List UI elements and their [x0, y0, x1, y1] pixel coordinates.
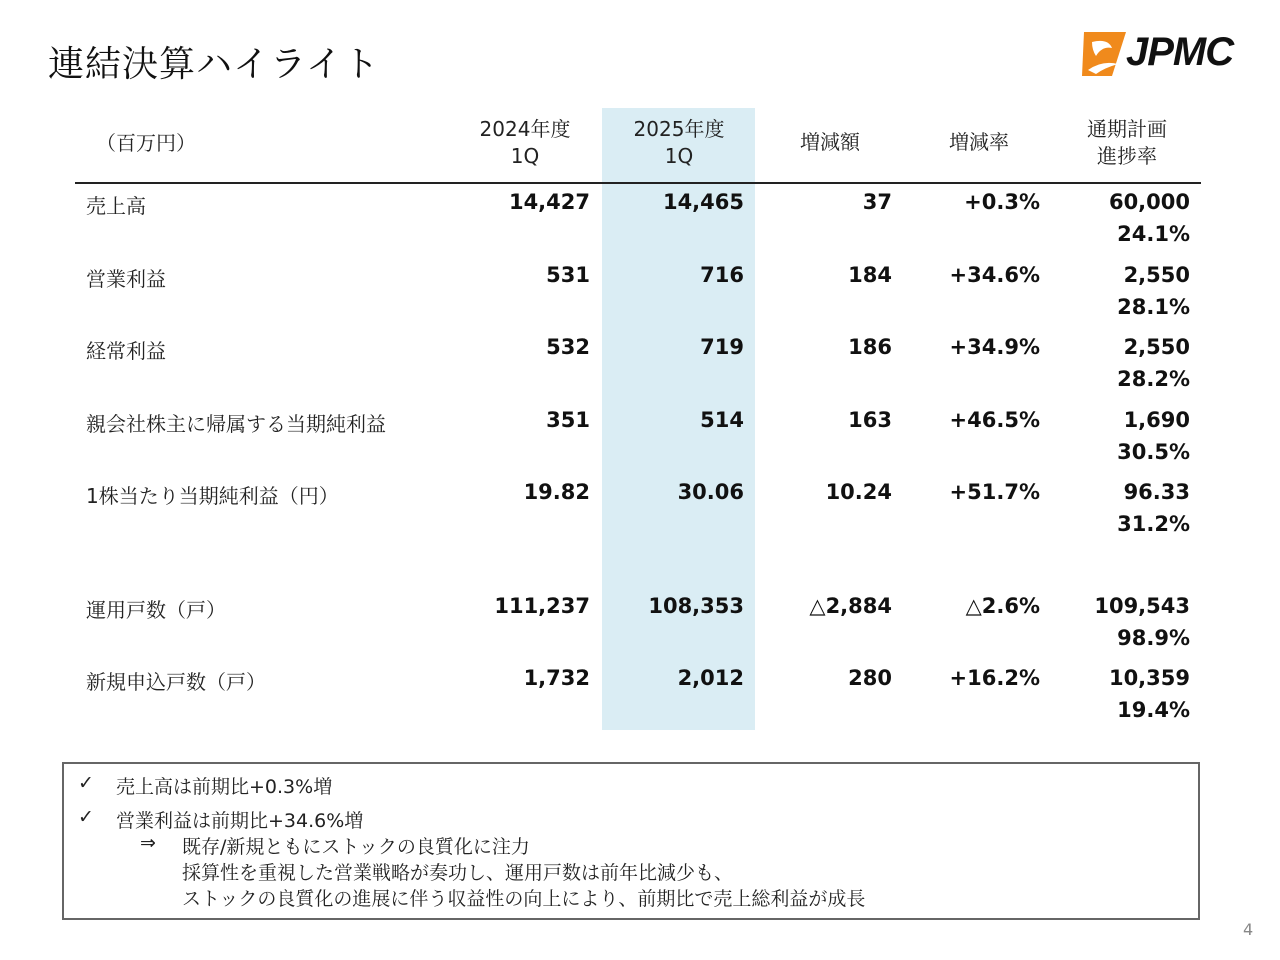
table-row	[0, 263, 1280, 333]
diff-value: 280	[848, 666, 892, 690]
prev-value: 14,427	[508, 190, 590, 214]
diff-value: 10.24	[825, 480, 892, 504]
header-divider	[75, 182, 1201, 184]
plan-value: 96.33	[1123, 480, 1190, 504]
check-icon: ✓	[78, 772, 94, 794]
plan-value: 2,550	[1123, 263, 1190, 287]
progress-value: 19.4%	[1117, 698, 1190, 722]
row-label: 営業利益	[86, 267, 166, 291]
row-label: 運用戸数（戸）	[86, 598, 226, 622]
header-rate: 増減率	[949, 130, 1009, 154]
unit-label: （百万円）	[96, 131, 196, 155]
logo-mark-icon	[1082, 26, 1126, 80]
note-detail-2: 採算性を重視した営業戦略が奏功し、運用戸数は前年比減少も、	[182, 862, 734, 884]
progress-value: 98.9%	[1117, 626, 1190, 650]
diff-value: 186	[848, 335, 892, 359]
plan-value: 1,690	[1123, 408, 1190, 432]
rate-value: △2.6%	[965, 594, 1040, 618]
rate-value: +51.7%	[949, 480, 1040, 504]
curr-value: 14,465	[662, 190, 744, 214]
diff-value: △2,884	[809, 594, 892, 618]
curr-value: 2,012	[677, 666, 744, 690]
curr-value: 514	[700, 408, 744, 432]
header-diff: 増減額	[800, 130, 860, 154]
plan-value: 60,000	[1108, 190, 1190, 214]
prev-value: 532	[546, 335, 590, 359]
header-plan: 通期計画 進捗率	[1087, 117, 1167, 168]
prev-value: 531	[546, 263, 590, 287]
page-title: 連結決算ハイライト	[48, 44, 380, 85]
rate-value: +0.3%	[964, 190, 1040, 214]
summary-notes-box	[62, 762, 1200, 920]
diff-value: 184	[848, 263, 892, 287]
table-row	[0, 335, 1280, 405]
rate-value: +34.9%	[949, 335, 1040, 359]
table-row	[0, 480, 1280, 550]
progress-value: 31.2%	[1117, 512, 1190, 536]
table-row	[0, 666, 1280, 736]
plan-value: 109,543	[1094, 594, 1190, 618]
rate-value: +16.2%	[949, 666, 1040, 690]
header-prev-year: 2024年度 1Q	[479, 117, 571, 168]
curr-value: 716	[700, 263, 744, 287]
prev-value: 19.82	[523, 480, 590, 504]
arrow-icon: ⇒	[140, 832, 156, 854]
prev-value: 351	[546, 408, 590, 432]
plan-value: 2,550	[1123, 335, 1190, 359]
rate-value: +46.5%	[949, 408, 1040, 432]
curr-value: 30.06	[677, 480, 744, 504]
prev-value: 1,732	[523, 666, 590, 690]
progress-value: 28.1%	[1117, 295, 1190, 319]
header-curr-year: 2025年度 1Q	[633, 117, 725, 168]
row-label: 新規申込戸数（戸）	[86, 670, 266, 694]
page-number: 4	[1243, 920, 1254, 939]
row-label: 親会社株主に帰属する当期純利益	[86, 412, 386, 436]
note-detail-1: 既存/新規ともにストックの良質化に注力	[182, 836, 530, 858]
progress-value: 28.2%	[1117, 367, 1190, 391]
curr-value: 719	[700, 335, 744, 359]
row-label: 経常利益	[86, 339, 166, 363]
row-label: 1株当たり当期純利益（円）	[86, 484, 339, 508]
logo-text: JPMC	[1126, 30, 1234, 74]
note-detail-3: ストックの良質化の進展に伴う収益性の向上により、前期比で売上総利益が成長	[182, 888, 866, 910]
note-operating-profit: 営業利益は前期比+34.6%増	[116, 810, 364, 832]
progress-value: 24.1%	[1117, 222, 1190, 246]
table-row	[0, 408, 1280, 478]
diff-value: 37	[862, 190, 892, 214]
curr-value: 108,353	[648, 594, 744, 618]
progress-value: 30.5%	[1117, 440, 1190, 464]
table-row	[0, 190, 1280, 260]
diff-value: 163	[848, 408, 892, 432]
check-icon: ✓	[78, 806, 94, 828]
prev-value: 111,237	[494, 594, 590, 618]
note-sales: 売上高は前期比+0.3%増	[116, 776, 333, 798]
table-row	[0, 594, 1280, 664]
company-logo	[1082, 26, 1257, 80]
rate-value: +34.6%	[949, 263, 1040, 287]
plan-value: 10,359	[1108, 666, 1190, 690]
row-label: 売上高	[86, 194, 146, 218]
